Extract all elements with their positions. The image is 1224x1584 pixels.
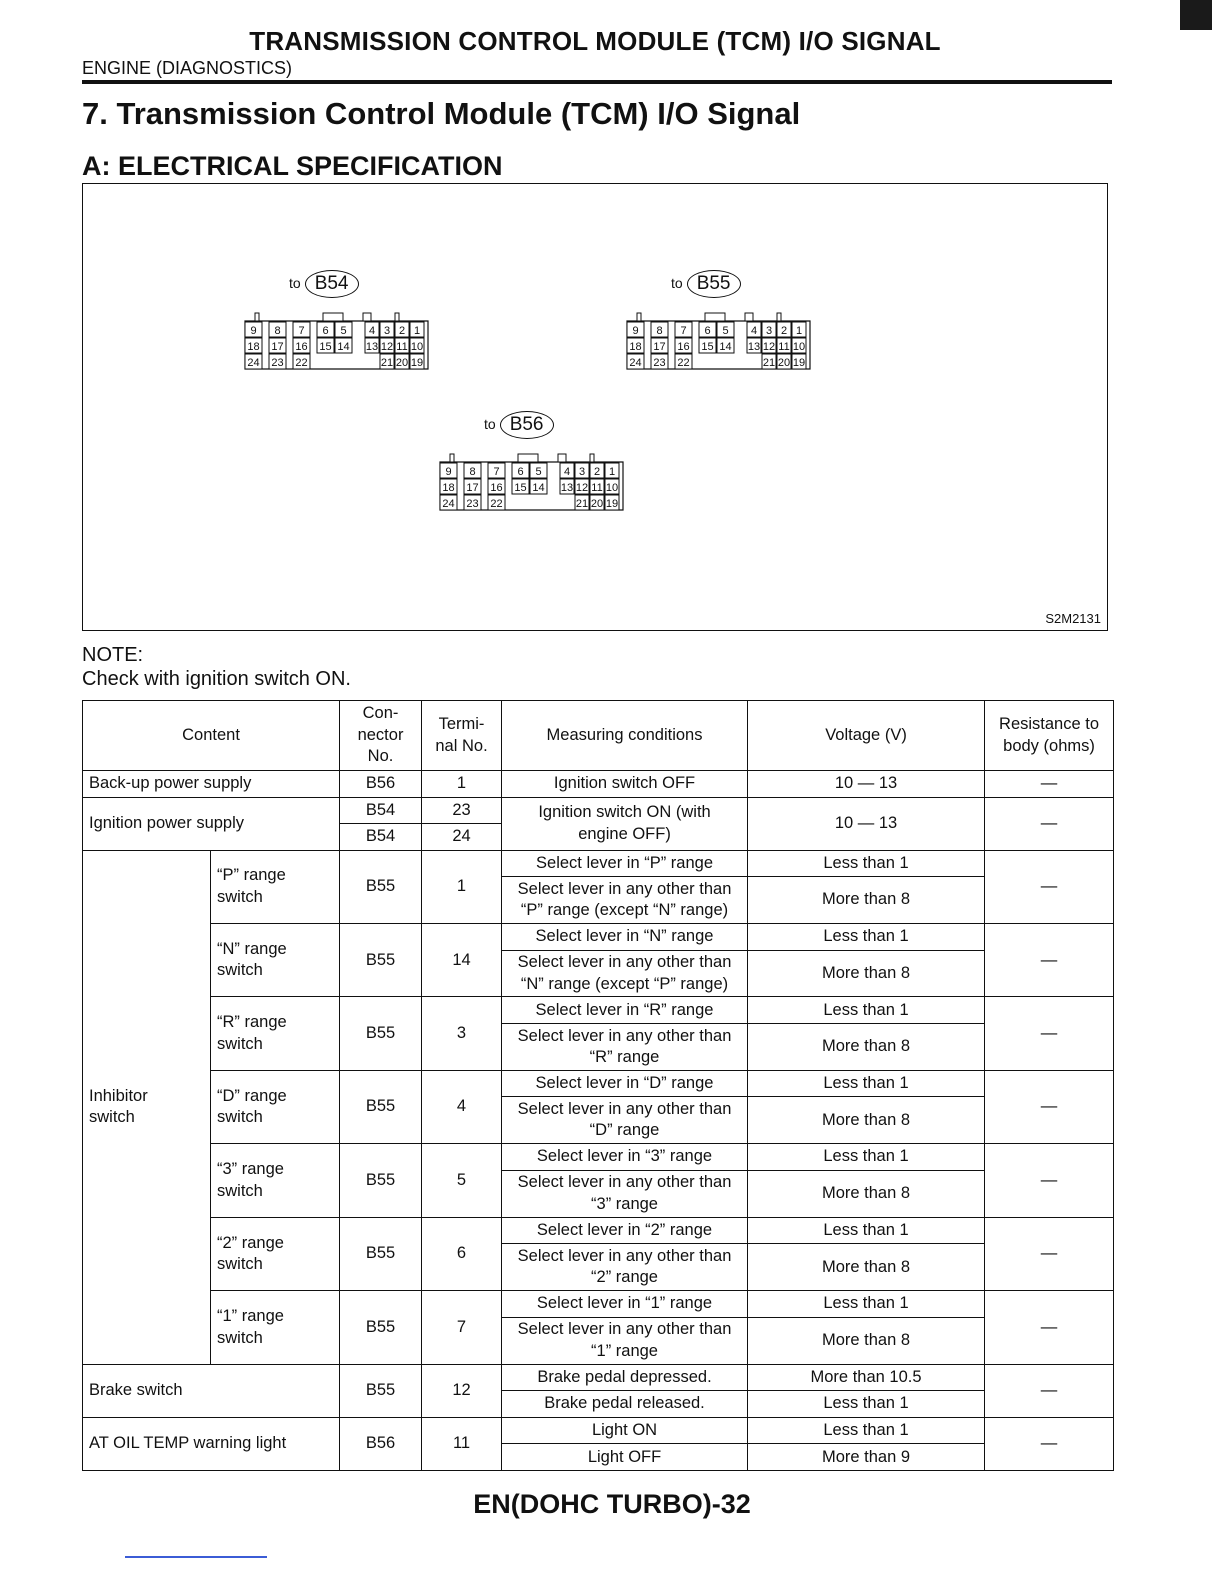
- voltage-cell: Less than 1: [748, 1217, 985, 1244]
- pin-number: 12: [762, 341, 776, 353]
- voltage-cell: More than 8: [748, 1170, 985, 1217]
- pin-number: 11: [591, 482, 603, 494]
- table-row: [83, 1070, 1114, 1097]
- pin-number: 19: [605, 498, 619, 510]
- condition-cell: Brake pedal depressed.: [502, 1364, 748, 1391]
- table-row: [83, 797, 1114, 824]
- range-switch-cell: “R” range switch: [211, 997, 340, 1070]
- pin-diagram: [243, 262, 443, 402]
- pin-number: 16: [490, 482, 503, 494]
- voltage-cell: More than 9: [748, 1444, 985, 1471]
- condition-cell: Select lever in “P” range: [502, 850, 748, 877]
- voltage-cell: Less than 1: [748, 1291, 985, 1318]
- connector-cell: B55: [340, 1144, 422, 1217]
- connector-latch-tab: [363, 313, 371, 321]
- pin-diagram: [625, 262, 825, 402]
- connector-latch-tab: [518, 454, 538, 462]
- condition-cell: Select lever in any other than “2” range: [502, 1244, 748, 1291]
- terminal-cell: 3: [422, 997, 502, 1070]
- voltage-cell: More than 8: [748, 950, 985, 997]
- connector-cell: B54: [340, 824, 422, 851]
- col-header-conditions: Measuring conditions: [502, 701, 748, 771]
- voltage-cell: More than 8: [748, 1317, 985, 1364]
- range-switch-cell: “N” range switch: [211, 924, 340, 997]
- range-switch-cell: “3” range switch: [211, 1144, 340, 1217]
- condition-cell: Select lever in “D” range: [502, 1070, 748, 1097]
- to-label: to: [289, 274, 301, 291]
- pin-number: 19: [410, 357, 424, 369]
- pin-number: 22: [677, 357, 690, 369]
- pin-number: 18: [629, 341, 642, 353]
- pin-number: 4: [563, 466, 571, 478]
- terminal-cell: 14: [422, 924, 502, 997]
- connector-id-badge: B54: [305, 270, 359, 298]
- page-header-title: TRANSMISSION CONTROL MODULE (TCM) I/O SIGNAL: [249, 26, 941, 56]
- range-switch-cell: “2” range switch: [211, 1217, 340, 1290]
- voltage-cell: Less than 1: [748, 850, 985, 877]
- connector-cell: B55: [340, 997, 422, 1070]
- pin-number: 11: [396, 341, 408, 353]
- terminal-cell: 1: [422, 850, 502, 923]
- voltage-cell: Less than 1: [748, 997, 985, 1024]
- content-cell: AT OIL TEMP warning light: [83, 1417, 340, 1470]
- pin-number: 4: [368, 325, 376, 337]
- connector-latch-tab: [637, 313, 641, 321]
- connector-cell: B55: [340, 924, 422, 997]
- pin-number: 1: [413, 325, 421, 337]
- pin-number: 20: [777, 357, 791, 369]
- pin-number: 18: [247, 341, 260, 353]
- pin-number: 15: [514, 482, 527, 494]
- condition-cell: Select lever in “3” range: [502, 1144, 748, 1171]
- pin-number: 1: [608, 466, 616, 478]
- content-cell: Back-up power supply: [83, 771, 340, 798]
- pin-number: 6: [517, 466, 524, 478]
- pin-diagram: [438, 403, 638, 543]
- pin-number: 9: [632, 325, 639, 337]
- page-footer-label: EN(DOHC TURBO)-32: [473, 1489, 751, 1519]
- connector-latch-tab: [395, 313, 399, 321]
- pin-number: 9: [250, 325, 257, 337]
- condition-cell: Select lever in “R” range: [502, 997, 748, 1024]
- condition-cell: Select lever in any other than “3” range: [502, 1170, 748, 1217]
- voltage-cell: More than 8: [748, 1097, 985, 1144]
- condition-cell: Light ON: [502, 1417, 748, 1444]
- pin-number: 13: [747, 341, 761, 353]
- header-divider: [82, 80, 1112, 84]
- col-header-content: Content: [83, 701, 340, 771]
- resistance-cell: —: [985, 771, 1114, 798]
- connector-id-badge: B56: [500, 411, 554, 439]
- pin-number: 8: [469, 466, 476, 478]
- condition-cell: Select lever in “2” range: [502, 1217, 748, 1244]
- pin-number: 8: [656, 325, 663, 337]
- pin-number: 13: [560, 482, 574, 494]
- pin-number: 2: [780, 325, 788, 337]
- pin-number: 10: [410, 341, 424, 353]
- terminal-cell: 5: [422, 1144, 502, 1217]
- pin-number: 7: [298, 325, 305, 337]
- connector-cell: B55: [340, 1364, 422, 1417]
- subsection-title: A: ELECTRICAL SPECIFICATION: [82, 151, 503, 181]
- voltage-cell: More than 8: [748, 1244, 985, 1291]
- resistance-cell: —: [985, 1144, 1114, 1217]
- pin-number: 1: [795, 325, 803, 337]
- electrical-spec-table: [82, 700, 1114, 1471]
- connector-cell: B56: [340, 771, 422, 798]
- pin-number: 7: [680, 325, 687, 337]
- pin-number: 24: [629, 357, 642, 369]
- condition-cell: Select lever in any other than “1” range: [502, 1317, 748, 1364]
- pin-number: 19: [792, 357, 806, 369]
- pin-number: 13: [365, 341, 379, 353]
- pin-number: 17: [466, 482, 479, 494]
- note-text: Check with ignition switch ON.: [82, 668, 351, 690]
- pin-number: 12: [380, 341, 394, 353]
- content-cell: Brake switch: [83, 1364, 340, 1417]
- pin-number: 24: [247, 357, 260, 369]
- connector-latch-tab: [255, 313, 259, 321]
- voltage-cell: Less than 1: [748, 1144, 985, 1171]
- range-switch-cell: “P” range switch: [211, 850, 340, 923]
- condition-cell: Light OFF: [502, 1444, 748, 1471]
- pin-number: 22: [490, 498, 503, 510]
- pin-number: 16: [295, 341, 308, 353]
- table-row: [83, 1217, 1114, 1244]
- table-row: [83, 1417, 1114, 1444]
- connector-b55: [625, 262, 815, 402]
- table-row: [83, 1144, 1114, 1171]
- pin-number: 5: [535, 466, 542, 478]
- table-row: [83, 1291, 1114, 1318]
- condition-cell: Select lever in any other than “D” range: [502, 1097, 748, 1144]
- pin-number: 2: [593, 466, 601, 478]
- pin-number: 5: [340, 325, 347, 337]
- connector-latch-tab: [323, 313, 343, 321]
- pin-number: 12: [575, 482, 589, 494]
- terminal-cell: 6: [422, 1217, 502, 1290]
- condition-cell: Select lever in any other than “P” range (except “N” range): [502, 877, 748, 924]
- resistance-cell: —: [985, 850, 1114, 923]
- figure-code: S2M2131: [1045, 611, 1101, 626]
- terminal-cell: 11: [422, 1417, 502, 1470]
- resistance-cell: —: [985, 797, 1114, 850]
- pin-number: 11: [778, 341, 790, 353]
- table-row: [83, 997, 1114, 1024]
- connector-latch-tab: [590, 454, 594, 462]
- pin-number: 7: [493, 466, 500, 478]
- connector-cell: B55: [340, 1291, 422, 1365]
- voltage-cell: Less than 1: [748, 1391, 985, 1418]
- pin-number: 23: [271, 357, 284, 369]
- condition-cell: Brake pedal released.: [502, 1391, 748, 1418]
- pin-number: 23: [653, 357, 666, 369]
- pin-number: 3: [578, 466, 586, 478]
- connector-cell: B55: [340, 1217, 422, 1290]
- table-header-row: [83, 701, 1114, 771]
- pin-number: 15: [701, 341, 714, 353]
- pin-number: 3: [765, 325, 773, 337]
- to-label: to: [484, 415, 496, 432]
- resistance-cell: —: [985, 997, 1114, 1070]
- pin-number: 14: [719, 341, 732, 353]
- condition-cell: Select lever in “1” range: [502, 1291, 748, 1318]
- voltage-cell: More than 8: [748, 1024, 985, 1071]
- resistance-cell: —: [985, 1291, 1114, 1365]
- col-header-terminal: Termi- nal No.: [422, 701, 502, 771]
- pin-number: 21: [762, 357, 776, 369]
- connector-b54: [243, 262, 433, 402]
- voltage-cell: More than 10.5: [748, 1364, 985, 1391]
- pin-number: 6: [704, 325, 711, 337]
- page-header-subtitle: ENGINE (DIAGNOSTICS): [82, 58, 293, 78]
- connector-id-badge: B55: [687, 270, 741, 298]
- voltage-cell: Less than 1: [748, 1417, 985, 1444]
- content-cell: Ignition power supply: [83, 797, 340, 850]
- condition-cell: Select lever in any other than “N” range (except “P” range): [502, 950, 748, 997]
- table-row: [83, 1364, 1114, 1391]
- resistance-cell: —: [985, 1364, 1114, 1417]
- terminal-cell: 1: [422, 771, 502, 798]
- range-switch-cell: “1” range switch: [211, 1291, 340, 1365]
- table-row: [83, 924, 1114, 951]
- pin-number: 10: [605, 482, 619, 494]
- terminal-cell: 24: [422, 824, 502, 851]
- pin-number: 16: [677, 341, 690, 353]
- pin-number: 8: [274, 325, 281, 337]
- connector-b56: [438, 403, 628, 543]
- pin-number: 3: [383, 325, 391, 337]
- pin-number: 5: [722, 325, 729, 337]
- connector-cell: B54: [340, 797, 422, 824]
- pin-number: 17: [271, 341, 284, 353]
- range-switch-cell: “D” range switch: [211, 1070, 340, 1143]
- voltage-cell: 10 — 13: [748, 797, 985, 850]
- footer-rule: [125, 1556, 267, 1558]
- pin-number: 18: [442, 482, 455, 494]
- voltage-cell: 10 — 13: [748, 771, 985, 798]
- pin-number: 21: [380, 357, 394, 369]
- resistance-cell: —: [985, 1417, 1114, 1470]
- pin-number: 14: [337, 341, 350, 353]
- voltage-cell: More than 8: [748, 877, 985, 924]
- voltage-cell: Less than 1: [748, 924, 985, 951]
- terminal-cell: 12: [422, 1364, 502, 1417]
- resistance-cell: —: [985, 1217, 1114, 1290]
- pin-number: 24: [442, 498, 455, 510]
- col-header-connector: Con- nector No.: [340, 701, 422, 771]
- pin-number: 21: [575, 498, 589, 510]
- pin-number: 20: [395, 357, 409, 369]
- connector-latch-tab: [705, 313, 725, 321]
- connector-cell: B55: [340, 850, 422, 923]
- voltage-cell: Less than 1: [748, 1070, 985, 1097]
- connector-latch-tab: [558, 454, 566, 462]
- condition-cell: Select lever in any other than “R” range: [502, 1024, 748, 1071]
- connector-cell: B55: [340, 1070, 422, 1143]
- pin-number: 14: [532, 482, 545, 494]
- connector-latch-tab: [777, 313, 781, 321]
- table-row: [83, 771, 1114, 798]
- pin-number: 2: [398, 325, 406, 337]
- pin-number: 10: [792, 341, 806, 353]
- pin-number: 23: [466, 498, 479, 510]
- resistance-cell: —: [985, 1070, 1114, 1143]
- condition-cell: Ignition switch ON (with engine OFF): [502, 797, 748, 850]
- terminal-cell: 7: [422, 1291, 502, 1365]
- terminal-cell: 4: [422, 1070, 502, 1143]
- pin-number: 15: [319, 341, 332, 353]
- connector-latch-tab: [450, 454, 454, 462]
- section-title: 7. Transmission Control Module (TCM) I/O Signal: [82, 96, 801, 131]
- table-row: [83, 850, 1114, 877]
- condition-cell: Select lever in “N” range: [502, 924, 748, 951]
- pin-number: 9: [445, 466, 452, 478]
- condition-cell: Ignition switch OFF: [502, 771, 748, 798]
- connector-latch-tab: [745, 313, 753, 321]
- note-heading: NOTE:: [82, 644, 144, 666]
- col-header-resistance: Resistance to body (ohms): [985, 701, 1114, 771]
- connector-figure: [82, 183, 1108, 631]
- inhibitor-section: [83, 850, 1114, 1364]
- resistance-cell: —: [985, 924, 1114, 997]
- pin-number: 17: [653, 341, 666, 353]
- pin-number: 20: [590, 498, 604, 510]
- connector-cell: B56: [340, 1417, 422, 1470]
- terminal-cell: 23: [422, 797, 502, 824]
- col-header-voltage: Voltage (V): [748, 701, 985, 771]
- pin-number: 22: [295, 357, 308, 369]
- pin-number: 4: [750, 325, 758, 337]
- to-label: to: [671, 274, 683, 291]
- inhibitor-label-cell: Inhibitor switch: [83, 850, 211, 1364]
- pin-number: 6: [322, 325, 329, 337]
